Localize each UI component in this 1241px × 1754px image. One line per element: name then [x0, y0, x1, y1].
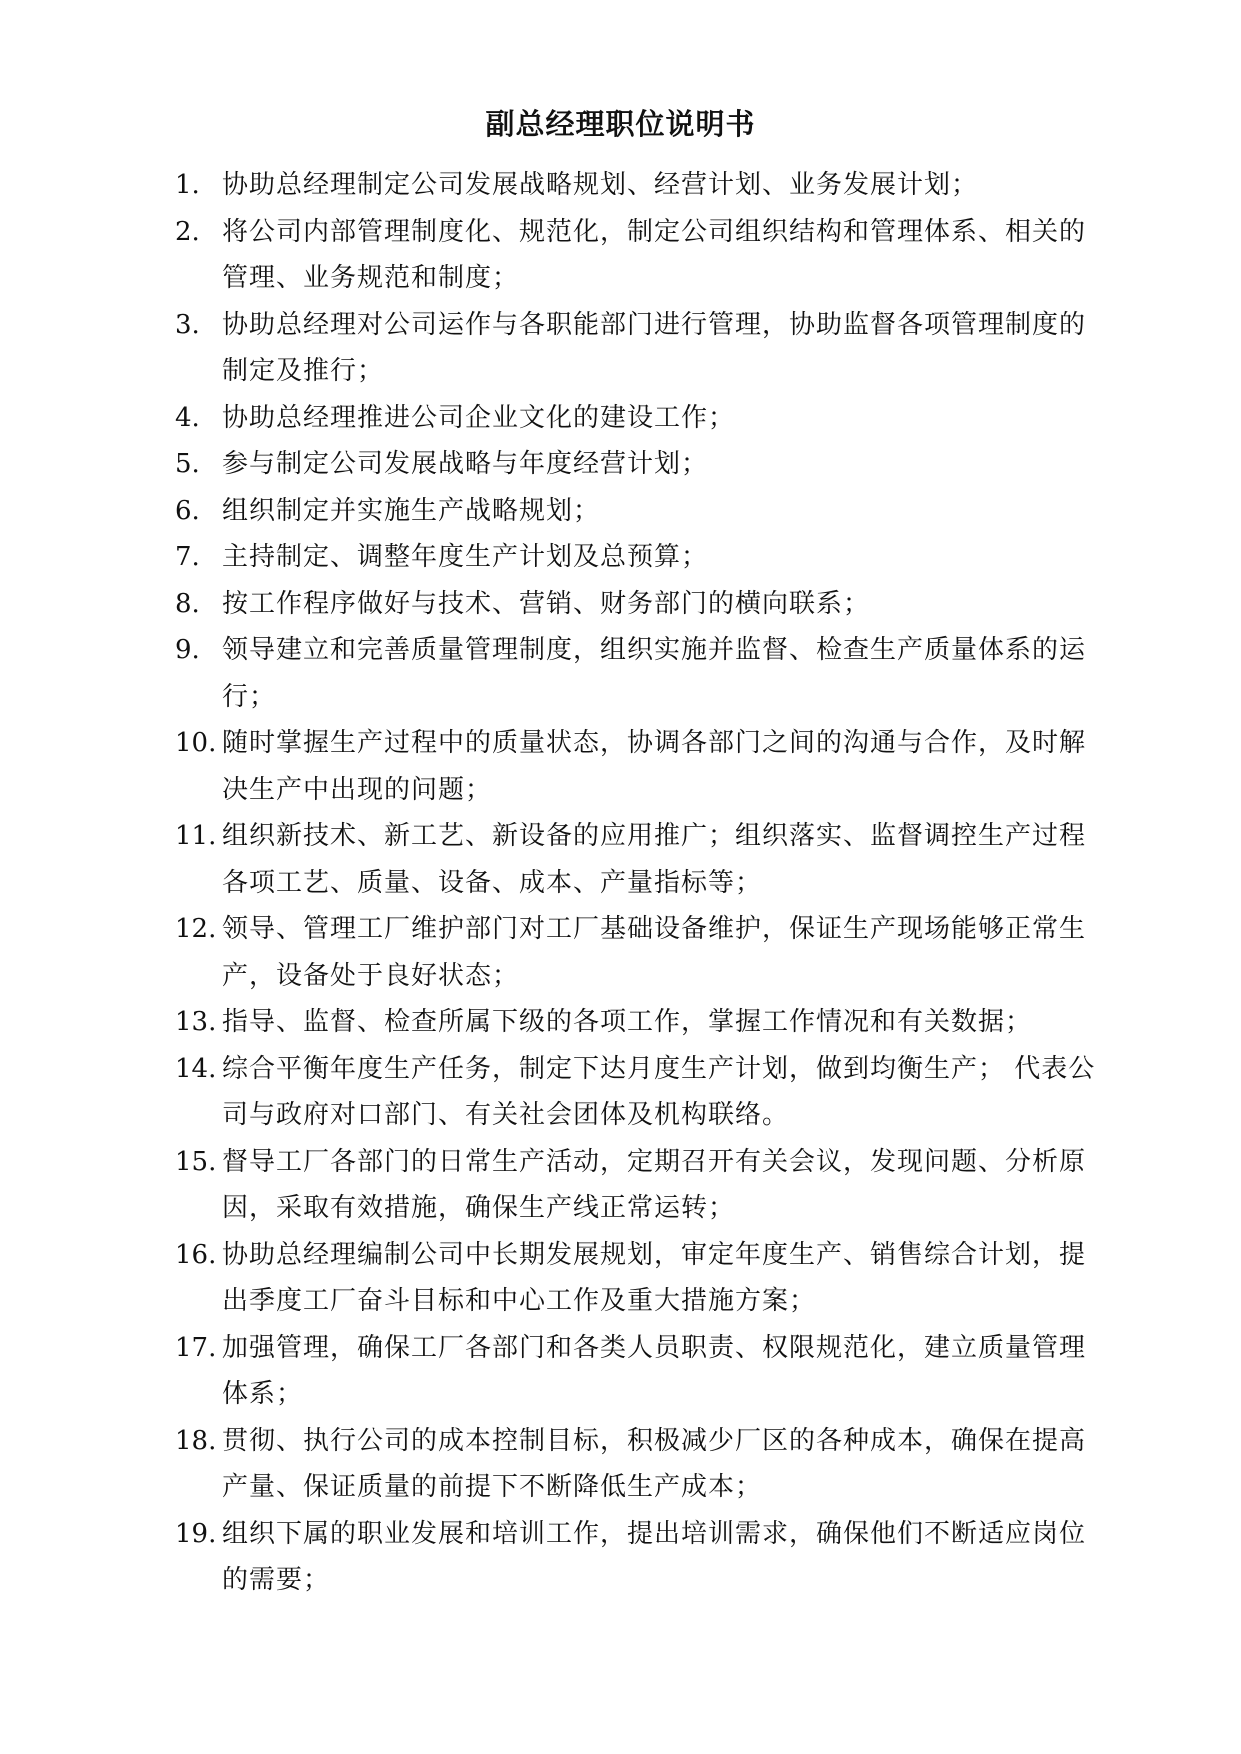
item-text: 协助总经理对公司运作与各职能部门进行管理，协助监督各项管理制度的制定及推行；	[222, 309, 1087, 386]
item-text: 随时掌握生产过程中的质量状态，协调各部门之间的沟通与合作，及时解决生产中出现的问题；	[222, 728, 1087, 805]
list-item	[175, 906, 1120, 999]
item-number: 19.	[175, 1518, 217, 1549]
item-text: 协助总经理制定公司发展战略规划、经营计划、业务发展计划；	[222, 170, 979, 200]
item-number: 4.	[175, 402, 200, 433]
item-text: 按工作程序做好与技术、营销、财务部门的横向联系；	[222, 588, 871, 619]
item-text: 领导、管理工厂维护部门对工厂基础设备维护，保证生产现场能够正常生产，设备处于良好状态；	[222, 914, 1087, 991]
item-number: 1.	[175, 170, 200, 200]
item-text: 主持制定、调整年度生产计划及总预算；	[222, 542, 709, 572]
item-number: 16.	[175, 1239, 217, 1270]
item-number: 13.	[175, 1007, 217, 1037]
list-item	[175, 534, 1120, 581]
list-item	[175, 441, 1120, 488]
list-item	[175, 1511, 1120, 1604]
item-text: 组织下属的职业发展和培训工作，提出培训需求，确保他们不断适应岗位的需要；	[222, 1518, 1087, 1595]
list-item	[175, 1232, 1120, 1325]
item-number: 8.	[175, 588, 200, 619]
item-text: 组织新技术、新工艺、新设备的应用推广；组织落实、监督调控生产过程各项工艺、质量、设备、成本、产量指标等；	[222, 821, 1087, 898]
item-number: 9.	[175, 635, 200, 665]
list-item	[175, 720, 1120, 813]
list-item	[175, 162, 1120, 209]
list-item	[175, 627, 1120, 720]
item-text: 协助总经理推进公司企业文化的建设工作；	[222, 402, 736, 433]
list-item	[175, 1139, 1120, 1232]
item-number: 6.	[175, 495, 200, 526]
item-number: 15.	[175, 1146, 217, 1177]
item-number: 2.	[175, 216, 200, 247]
list-item	[175, 302, 1120, 395]
item-text: 加强管理，确保工厂各部门和各类人员职责、权限规范化，建立质量管理体系；	[222, 1332, 1087, 1409]
item-text: 领导建立和完善质量管理制度，组织实施并监督、检查生产质量体系的运行；	[222, 635, 1087, 712]
list-item	[175, 488, 1120, 535]
item-number: 11.	[175, 821, 217, 851]
item-text: 综合平衡年度生产任务，制定下达月度生产计划，做到均衡生产； 代表公司与政府对口部门、有关社会团体及机构联络。	[222, 1053, 1096, 1130]
list-item	[175, 581, 1120, 628]
item-text: 将公司内部管理制度化、规范化，制定公司组织结构和管理体系、相关的管理、业务规范和制度；	[222, 216, 1087, 293]
page-title: 副总经理职位说明书	[485, 107, 756, 141]
item-number: 12.	[175, 914, 217, 944]
item-number: 17.	[175, 1332, 217, 1363]
item-text: 组织制定并实施生产战略规划；	[222, 495, 601, 526]
item-text: 贯彻、执行公司的成本控制目标，积极减少厂区的各种成本，确保在提高产量、保证质量的前提下不断降低生产成本；	[222, 1425, 1087, 1502]
responsibility-list	[175, 162, 1120, 1604]
item-text: 参与制定公司发展战略与年度经营计划；	[222, 449, 709, 479]
item-number: 3.	[175, 309, 200, 340]
item-text: 协助总经理编制公司中长期发展规划，审定年度生产、销售综合计划，提出季度工厂奋斗目标和中心工作及重大措施方案；	[222, 1239, 1087, 1316]
item-text: 指导、监督、检查所属下级的各项工作，掌握工作情况和有关数据；	[222, 1007, 1033, 1037]
list-item	[175, 813, 1120, 906]
item-number: 10.	[175, 728, 217, 758]
list-item	[175, 395, 1120, 442]
item-number: 14.	[175, 1053, 217, 1084]
list-item	[175, 999, 1120, 1046]
item-number: 18.	[175, 1425, 217, 1456]
item-number: 7.	[175, 542, 200, 572]
list-item	[175, 1325, 1120, 1418]
item-number: 5.	[175, 449, 200, 479]
list-item	[175, 1418, 1120, 1511]
list-item	[175, 1046, 1120, 1139]
item-text: 督导工厂各部门的日常生产活动，定期召开有关会议，发现问题、分析原因，采取有效措施，确保生产线正常运转；	[222, 1146, 1087, 1223]
list-item	[175, 209, 1120, 302]
